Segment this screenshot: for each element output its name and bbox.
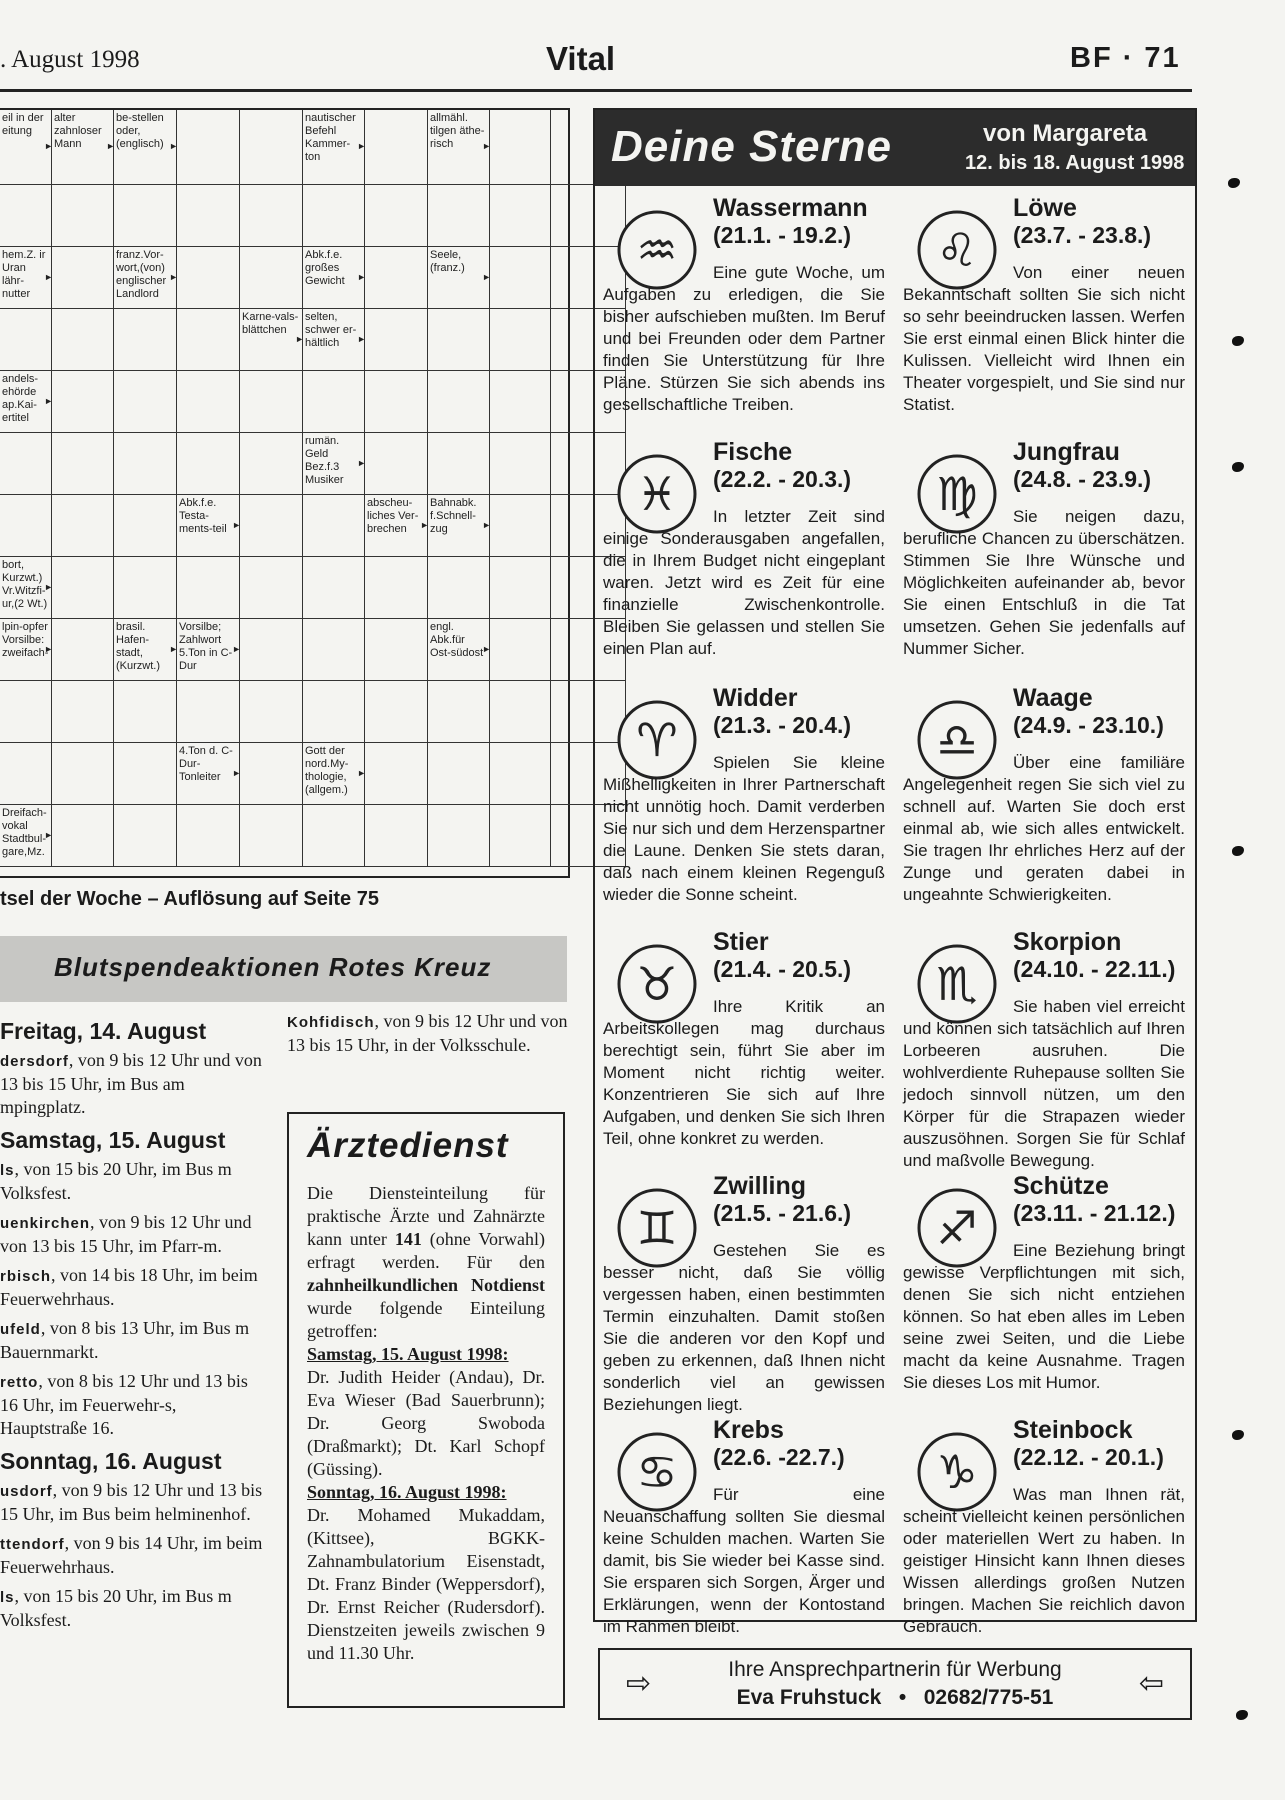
crossword-cell xyxy=(240,557,303,619)
sign-date-range: (21.1. - 19.2.) xyxy=(713,222,852,248)
crossword-cell xyxy=(177,110,240,185)
crossword-cell xyxy=(114,805,177,867)
place-name: usdorf xyxy=(0,1483,53,1500)
svg-text:♐: ♐ xyxy=(936,1201,978,1255)
crossword-cell xyxy=(490,185,551,247)
blood-donation-schedule xyxy=(0,1010,265,1638)
place-details: , von 15 bis 20 Uhr, im Bus m Volksfest. xyxy=(0,1159,232,1203)
crossword-clue: hem.Z. ir Uran lähr-nutter ► xyxy=(0,247,52,309)
sign-text: Gestehen Sie es besser nicht, daß Sie völlig vergessen haben, einen bestimmten Termin einzuhalten. Damit stoßen Sie die anderen vor den Kopf und geben zu erkennen, daß Ihnen nicht sonderlich viel an gewissen Beziehungen liegt. xyxy=(603,1241,885,1414)
crossword-cell xyxy=(490,743,551,805)
place-details: , von 9 bis 12 Uhr und von 13 bis 15 Uhr, im Pfarr-m. xyxy=(0,1212,252,1256)
crossword-cell xyxy=(240,619,303,681)
crossword-cell xyxy=(0,185,52,247)
sign-name: Zwilling xyxy=(713,1172,807,1200)
crossword-cell xyxy=(490,495,551,557)
crossword-cell xyxy=(365,681,428,743)
schedule-entry xyxy=(0,1211,265,1258)
crossword-cell xyxy=(240,495,303,557)
crossword-clue: Gott der nord.My-thologie, (allgem.) ► xyxy=(303,743,365,805)
crossword-clue: andels-ehörde ap.Kai-ertitel ► xyxy=(0,371,52,433)
crossword-clue: Vorsilbe; Zahlwort 5.Ton in C-Dur ► xyxy=(177,619,240,681)
service-phone: 141 xyxy=(394,1229,422,1249)
crossword-clue: allmähl. tilgen äthe-risch ► xyxy=(428,110,490,185)
sign-name: Stier xyxy=(713,928,769,956)
sign-name: Widder xyxy=(713,684,798,712)
sign-date-range: (21.5. - 21.6.) xyxy=(713,1200,852,1226)
crossword-cell xyxy=(428,185,490,247)
service-date-sunday: Sonntag, 16. August 1998: xyxy=(307,1482,507,1502)
svg-text:♉: ♉ xyxy=(636,957,678,1011)
crossword-cell xyxy=(114,433,177,495)
crossword-cell xyxy=(490,247,551,309)
scan-mark xyxy=(1228,178,1240,188)
medical-service-box xyxy=(287,1112,565,1708)
scan-mark xyxy=(1236,1710,1248,1720)
sign-date-range: (24.8. - 23.9.) xyxy=(1013,466,1152,492)
crossword-clue: selten, schwer er-hältlich ► xyxy=(303,309,365,371)
crossword-cell xyxy=(177,433,240,495)
crossword-clue: Karne-vals-blättchen ► xyxy=(240,309,303,371)
sign-date-range: (24.10. - 22.11.) xyxy=(1013,956,1176,982)
service-hours: Dienstzeiten jeweils zwischen 9 und 11.30 Uhr. xyxy=(307,1620,545,1663)
place-name: ls xyxy=(0,1589,15,1606)
sign-text: Sie neigen dazu, berufliche Chancen zu überschätzen. Stimmen Sie Ihre Wünsche und Möglichkeiten aufeinander ab, bevor Sie einen Entschluß in die Tat umsetzen. Gehen Sie jedenfalls auf Nummer Sicher. xyxy=(903,507,1185,658)
ad-contact-label: Ihre Ansprechpartnerin für Werbung xyxy=(728,1658,1062,1681)
crossword-clue: Abk.f.e. großes Gewicht ► xyxy=(303,247,365,309)
crossword-cell xyxy=(240,681,303,743)
crossword-cell xyxy=(52,309,114,371)
crossword-cell xyxy=(177,185,240,247)
crossword-grid xyxy=(0,108,570,878)
crossword-cell xyxy=(177,371,240,433)
crossword-clue: nautischer Befehl Kammer-ton ► xyxy=(303,110,365,185)
schedule-day: Sonntag, 16. August xyxy=(0,1448,222,1474)
crossword-cell xyxy=(0,495,52,557)
crossword-cell xyxy=(303,619,365,681)
crossword-clue: Abk.f.e. Testa-ments-teil ► xyxy=(177,495,240,557)
crossword-cell xyxy=(240,805,303,867)
crossword-cell xyxy=(365,371,428,433)
sign-text: Eine gute Woche, um Aufgaben zu erledigen, die Sie bisher aufschieben mußten. Im Beruf und bei Freunden oder dem Partner finden Sie Unterstützung für Ihre Pläne. Stürzen Sie sich abends ins gesellschaftliche Treiben. xyxy=(603,263,885,414)
sign-date-range: (21.3. - 20.4.) xyxy=(713,712,852,738)
svg-text:♓: ♓ xyxy=(636,467,678,521)
schedule-day: Samstag, 15. August xyxy=(0,1127,226,1153)
medical-service-text: Die Diensteinteilung für praktische Ärzte und Zahnärzte kann unter 141 (ohne Vorwahl) erfragt werden. Für den zahnheilkundlichen Notdienst wurde folgende Einteilung getroffen: Samstag, 15. August 1998: Dr. Judith Heider (Andau), Dr. Eva Wieser (Bad Sauerbrunn); Dr. Georg Swoboda (Draßmarkt); Dt. Karl Schopf (Güssing). Sonntag, 16. August 1998: Dr. Mohamed Mukaddam, (Kittsee), BGKK-Zahnambulatorium Eisenstadt, Dt. Franz Binder (Weppersdorf), Dr. Ernst Reicher (Rudersdorf). Dienstzeiten jeweils zwischen 9 und 11.30 Uhr. xyxy=(307,1183,545,1663)
crossword-cell xyxy=(177,557,240,619)
crossword-cell xyxy=(365,557,428,619)
horoscope-header xyxy=(595,110,1195,186)
crossword-cell xyxy=(303,371,365,433)
place-name: Kohfidisch xyxy=(287,1014,375,1031)
horoscope-dates: 12. bis 18. August 1998 xyxy=(965,152,1185,174)
crossword-cell xyxy=(240,110,303,185)
crossword-clue: bort, Kurzwt.) Vr.Witzfi-ur,(2 Wt.) ► xyxy=(0,557,52,619)
crossword-clue: Seele, (franz.) ► xyxy=(428,247,490,309)
crossword-cell xyxy=(240,185,303,247)
crossword-cell xyxy=(365,247,428,309)
crossword-clue: franz.Vor-wort,(von) englischer Landlord ► xyxy=(114,247,177,309)
crossword-cell xyxy=(240,247,303,309)
crossword-cell xyxy=(0,681,52,743)
crossword-cell xyxy=(52,743,114,805)
sign-text: Spielen Sie kleine Mißhelligkeiten in Ihrer Partnerschaft nicht unnötig hoch. Damit verderben Sie nur sich und dem Herzenspartner die Laune. Denken Sie stets daran, daß nach einem kleinen Regenguß wieder die Sonne scheint. xyxy=(603,753,885,904)
sign-date-range: (22.2. - 20.3.) xyxy=(713,466,852,492)
svg-text:♍: ♍ xyxy=(936,467,978,521)
ad-contact-info xyxy=(600,1686,1190,1710)
scan-mark xyxy=(1232,336,1244,346)
svg-text:♊: ♊ xyxy=(636,1201,678,1255)
crossword-cell xyxy=(52,681,114,743)
svg-text:♏: ♏ xyxy=(936,957,978,1011)
crossword-clue: be-stellen oder, (englisch) ► xyxy=(114,110,177,185)
svg-text:♒: ♒ xyxy=(636,223,678,277)
header-rule xyxy=(0,89,1192,92)
crossword-cell xyxy=(0,309,52,371)
crossword-cell xyxy=(428,309,490,371)
svg-text:♈: ♈ xyxy=(636,713,678,767)
blood-donation-extra xyxy=(287,1010,570,1063)
place-name: retto xyxy=(0,1374,39,1391)
schedule-entry xyxy=(0,1370,265,1440)
crossword-cell xyxy=(114,557,177,619)
blood-donation-banner xyxy=(0,936,567,1002)
crossword-cell xyxy=(114,681,177,743)
ad-contact-name: Eva Fruhstuck xyxy=(736,1686,882,1709)
sign-text: Sie haben viel erreicht und können sich tatsächlich auf Ihren Lorbeeren ausruhen. Die wohlverdiente Ruhepause sollten Sie jedoch sinnvoll nützen, um den Körper für die Strapazen wieder auszusöhnen. Sorgen Sie für Schlaf und maßvolle Bewegung. xyxy=(903,997,1185,1170)
sign-text: Was man Ihnen rät, scheint vielleicht keinen persönlichen oder materiellen Wert zu haben. In geistiger Hinsicht kann Ihnen dieses Wissen allerdings großen Nutzen bringen. Machen Sie reichlich davon Gebrauch. xyxy=(903,1485,1185,1636)
crossword-cell xyxy=(490,309,551,371)
crossword-cell xyxy=(303,495,365,557)
sign-text: Ihre Kritik an Arbeitskollegen mag durchaus berechtigt sein, führt Sie aber im Moment nicht richtig weiter. Konzentrieren Sie sich auf Ihre Aufgaben, und denken Sie sich Ihren Teil, ohne konkret zu werden. xyxy=(603,997,885,1148)
issue-date: . August 1998 xyxy=(0,46,140,73)
sign-name: Wassermann xyxy=(713,194,868,222)
horoscope-title: Deine Sterne xyxy=(611,122,892,171)
crossword-cell xyxy=(303,185,365,247)
crossword-cell xyxy=(177,247,240,309)
crossword-clue: engl. Abk.für Ost-südost ► xyxy=(428,619,490,681)
sign-text: Über eine familiäre Angelegenheit regen Sie sich viel zu schnell auf. Warten Sie doch erst einmal ab, wie sich alles entwickelt. Sie tragen Ihr ehrliches Herz auf der Zunge und geraten dabei in ungeahnte Schwierigkeiten. xyxy=(903,753,1185,904)
crossword-cell xyxy=(52,371,114,433)
sign-name: Löwe xyxy=(1013,194,1077,222)
ad-contact-phone: 02682/775-51 xyxy=(923,1686,1054,1709)
crossword-cell xyxy=(0,743,52,805)
place-name: uenkirchen xyxy=(0,1215,91,1232)
place-name: ufeld xyxy=(0,1321,41,1338)
schedule-entry xyxy=(0,1264,265,1311)
sign-date-range: (22.6. -22.7.) xyxy=(713,1444,845,1470)
crossword-caption: tsel der Woche – Auflösung auf Seite 75 xyxy=(0,888,379,910)
advertising-contact xyxy=(598,1648,1192,1720)
saturday-doctors: Dr. Judith Heider (Andau), Dr. Eva Wieser (Bad Sauerbrunn); Dr. Georg Swoboda (Draßmarkt); Dt. Karl Schopf (Güssing). xyxy=(307,1367,545,1479)
sign-name: Fische xyxy=(713,438,793,466)
horoscope-box xyxy=(593,108,1197,1636)
crossword-cell xyxy=(52,433,114,495)
crossword-cell xyxy=(114,743,177,805)
place-name: ls xyxy=(0,1162,15,1179)
crossword-cell xyxy=(303,681,365,743)
crossword-cell xyxy=(303,805,365,867)
sign-text: Für eine Neuanschaffung sollten Sie diesmal keine Schulden machen. Warten Sie damit, bis Sie wieder bei Kasse sind. Sie ersparen sich Sorgen, Ärger und Erklärungen, wenn der Kontostand im Rahmen bleibt. xyxy=(603,1485,885,1636)
sign-name: Waage xyxy=(1013,684,1093,712)
crossword-cell xyxy=(428,371,490,433)
sign-text: Eine Beziehung bringt gewisse Verpflichtungen mit sich, denen Sie sich nicht entziehen können. So hat eben alles im Leben seine zwei Seiten, und die Liebe macht da keine Ausnahme. Tragen Sie dieses Los mit Humor. xyxy=(903,1241,1185,1392)
crossword-cell xyxy=(365,185,428,247)
sign-date-range: (21.4. - 20.5.) xyxy=(713,956,852,982)
svg-text:♎: ♎ xyxy=(936,713,978,767)
arrow-left-icon: ⇦ xyxy=(1138,1667,1164,1700)
sign-name: Schütze xyxy=(1013,1172,1109,1200)
sign-name: Steinbock xyxy=(1013,1416,1133,1444)
crossword-cell xyxy=(52,247,114,309)
sign-date-range: (22.12. - 20.1.) xyxy=(1013,1444,1164,1470)
svg-text:♌: ♌ xyxy=(936,223,978,277)
crossword-cell xyxy=(114,309,177,371)
scan-mark xyxy=(1232,1430,1244,1440)
horoscope-author: von Margareta xyxy=(983,120,1148,147)
place-details: , von 9 bis 12 Uhr und 13 bis 15 Uhr, im Bus beim helminenhof. xyxy=(0,1480,263,1524)
schedule-entry xyxy=(0,1479,265,1526)
crossword-cell xyxy=(114,185,177,247)
place-details: , von 9 bis 12 Uhr und von 13 bis 15 Uhr, in der Volksschule. xyxy=(287,1011,568,1055)
scan-mark xyxy=(1232,846,1244,856)
crossword-clue: abscheu-liches Ver-brechen ► xyxy=(365,495,428,557)
crossword-cell xyxy=(428,681,490,743)
crossword-cell xyxy=(490,433,551,495)
crossword-clue: rumän. Geld Bez.f.3 Musiker ► xyxy=(303,433,365,495)
crossword-cell xyxy=(428,743,490,805)
crossword-cell xyxy=(365,805,428,867)
schedule-entry xyxy=(0,1158,265,1205)
crossword-cell xyxy=(52,495,114,557)
crossword-cell xyxy=(0,433,52,495)
schedule-entry xyxy=(0,1532,265,1579)
schedule-entry xyxy=(0,1049,265,1119)
schedule-entry xyxy=(0,1317,265,1364)
crossword-cell xyxy=(428,805,490,867)
section-title: Vital xyxy=(546,40,616,77)
place-name: rbisch xyxy=(0,1268,52,1285)
crossword-cell xyxy=(490,110,551,185)
sunday-doctors: Dr. Mohamed Mukaddam, (Kittsee), BGKK-Zahnambulatorium Eisenstadt, Dt. Franz Binder (Weppersdorf), Dr. Ernst Reicher (Rudersdorf). xyxy=(307,1505,545,1617)
crossword-cell xyxy=(240,371,303,433)
crossword-cell xyxy=(177,805,240,867)
place-details: , von 9 bis 14 Uhr, im beim Feuerwehrhaus. xyxy=(0,1533,263,1577)
place-name: ttendorf xyxy=(0,1536,65,1553)
place-details: , von 8 bis 12 Uhr und 13 bis 16 Uhr, im Feuerwehr-s, Hauptstraße 16. xyxy=(0,1371,248,1438)
sign-date-range: (24.9. - 23.10.) xyxy=(1013,712,1164,738)
crossword-cell xyxy=(52,805,114,867)
crossword-clue: lpin-opfer Vorsilbe: zweifach- ► xyxy=(0,619,52,681)
crossword-cell xyxy=(52,557,114,619)
sign-date-range: (23.7. - 23.8.) xyxy=(1013,222,1152,248)
crossword-cell xyxy=(114,495,177,557)
crossword-cell xyxy=(490,805,551,867)
crossword-clue: alter zahnloser Mann ► xyxy=(52,110,114,185)
crossword-cell xyxy=(490,557,551,619)
service-date-saturday: Samstag, 15. August 1998: xyxy=(307,1344,509,1364)
scan-mark xyxy=(1232,462,1244,472)
page-number: BF · 71 xyxy=(1070,42,1181,74)
sign-name: Jungfrau xyxy=(1013,438,1120,466)
crossword-cell xyxy=(177,681,240,743)
sign-date-range: (23.11. - 21.12.) xyxy=(1013,1200,1176,1226)
crossword-cell xyxy=(365,309,428,371)
crossword-cell xyxy=(490,371,551,433)
separator-dot: • xyxy=(898,1686,907,1709)
crossword-clue: Bahnabk. f.Schnell-zug ► xyxy=(428,495,490,557)
place-details: , von 9 bis 12 Uhr und von 13 bis 15 Uhr, im Bus am mpingplatz. xyxy=(0,1050,262,1117)
svg-text:♑: ♑ xyxy=(936,1445,978,1499)
crossword-cell xyxy=(428,433,490,495)
medical-service-title: Ärztedienst xyxy=(307,1126,509,1165)
blood-donation-title: Blutspendeaktionen Rotes Kreuz xyxy=(54,952,492,982)
sign-text: Von einer neuen Bekanntschaft sollten Sie sich nicht so sehr beeindrucken lassen. Werfen Sie erst einmal einen Blick hinter die Kulissen. Vielleicht wird Ihnen ein Theater vorgespielt, und Sie sind nur Statist. xyxy=(903,263,1185,414)
sign-name: Krebs xyxy=(713,1416,784,1444)
crossword-cell xyxy=(303,557,365,619)
place-details: , von 8 bis 13 Uhr, im Bus m Bauernmarkt. xyxy=(0,1318,250,1362)
crossword-cell xyxy=(114,371,177,433)
crossword-cell xyxy=(177,309,240,371)
crossword-cell xyxy=(490,619,551,681)
schedule-entry xyxy=(0,1585,265,1632)
crossword-cell xyxy=(365,110,428,185)
crossword-cell xyxy=(490,681,551,743)
sign-name: Skorpion xyxy=(1013,928,1122,956)
place-name: dersdorf xyxy=(0,1053,69,1070)
crossword-cell xyxy=(240,433,303,495)
crossword-cell xyxy=(365,619,428,681)
crossword-cell xyxy=(52,185,114,247)
sign-text: In letzter Zeit sind einige Sonderausgaben angefallen, die in Ihrem Budget nicht eingeplant waren. Jetzt wird es Zeit für eine finanzielle Zwischenkontrolle. Bleiben Sie gelassen und stellen Sie einen Plan auf. xyxy=(603,507,885,658)
place-details: , von 14 bis 18 Uhr, im beim Feuerwehrhaus. xyxy=(0,1265,258,1309)
svg-text:♋: ♋ xyxy=(636,1445,678,1499)
crossword-cell xyxy=(428,557,490,619)
arrow-right-icon: ⇨ xyxy=(626,1667,652,1700)
crossword-cell xyxy=(52,619,114,681)
schedule-day: Freitag, 14. August xyxy=(0,1018,207,1044)
crossword-clue: Dreifach-vokal Stadtbul-gare,Mz. ► xyxy=(0,805,52,867)
crossword-cell xyxy=(365,433,428,495)
crossword-cell xyxy=(365,743,428,805)
crossword-clue: eil in der eitung ► xyxy=(0,110,52,185)
crossword-cell xyxy=(240,743,303,805)
crossword-clue: 4.Ton d. C-Dur-Tonleiter ► xyxy=(177,743,240,805)
place-details: , von 15 bis 20 Uhr, im Bus m Volksfest. xyxy=(0,1586,232,1630)
crossword-clue: brasil. Hafen-stadt, (Kurzwt.) ► xyxy=(114,619,177,681)
